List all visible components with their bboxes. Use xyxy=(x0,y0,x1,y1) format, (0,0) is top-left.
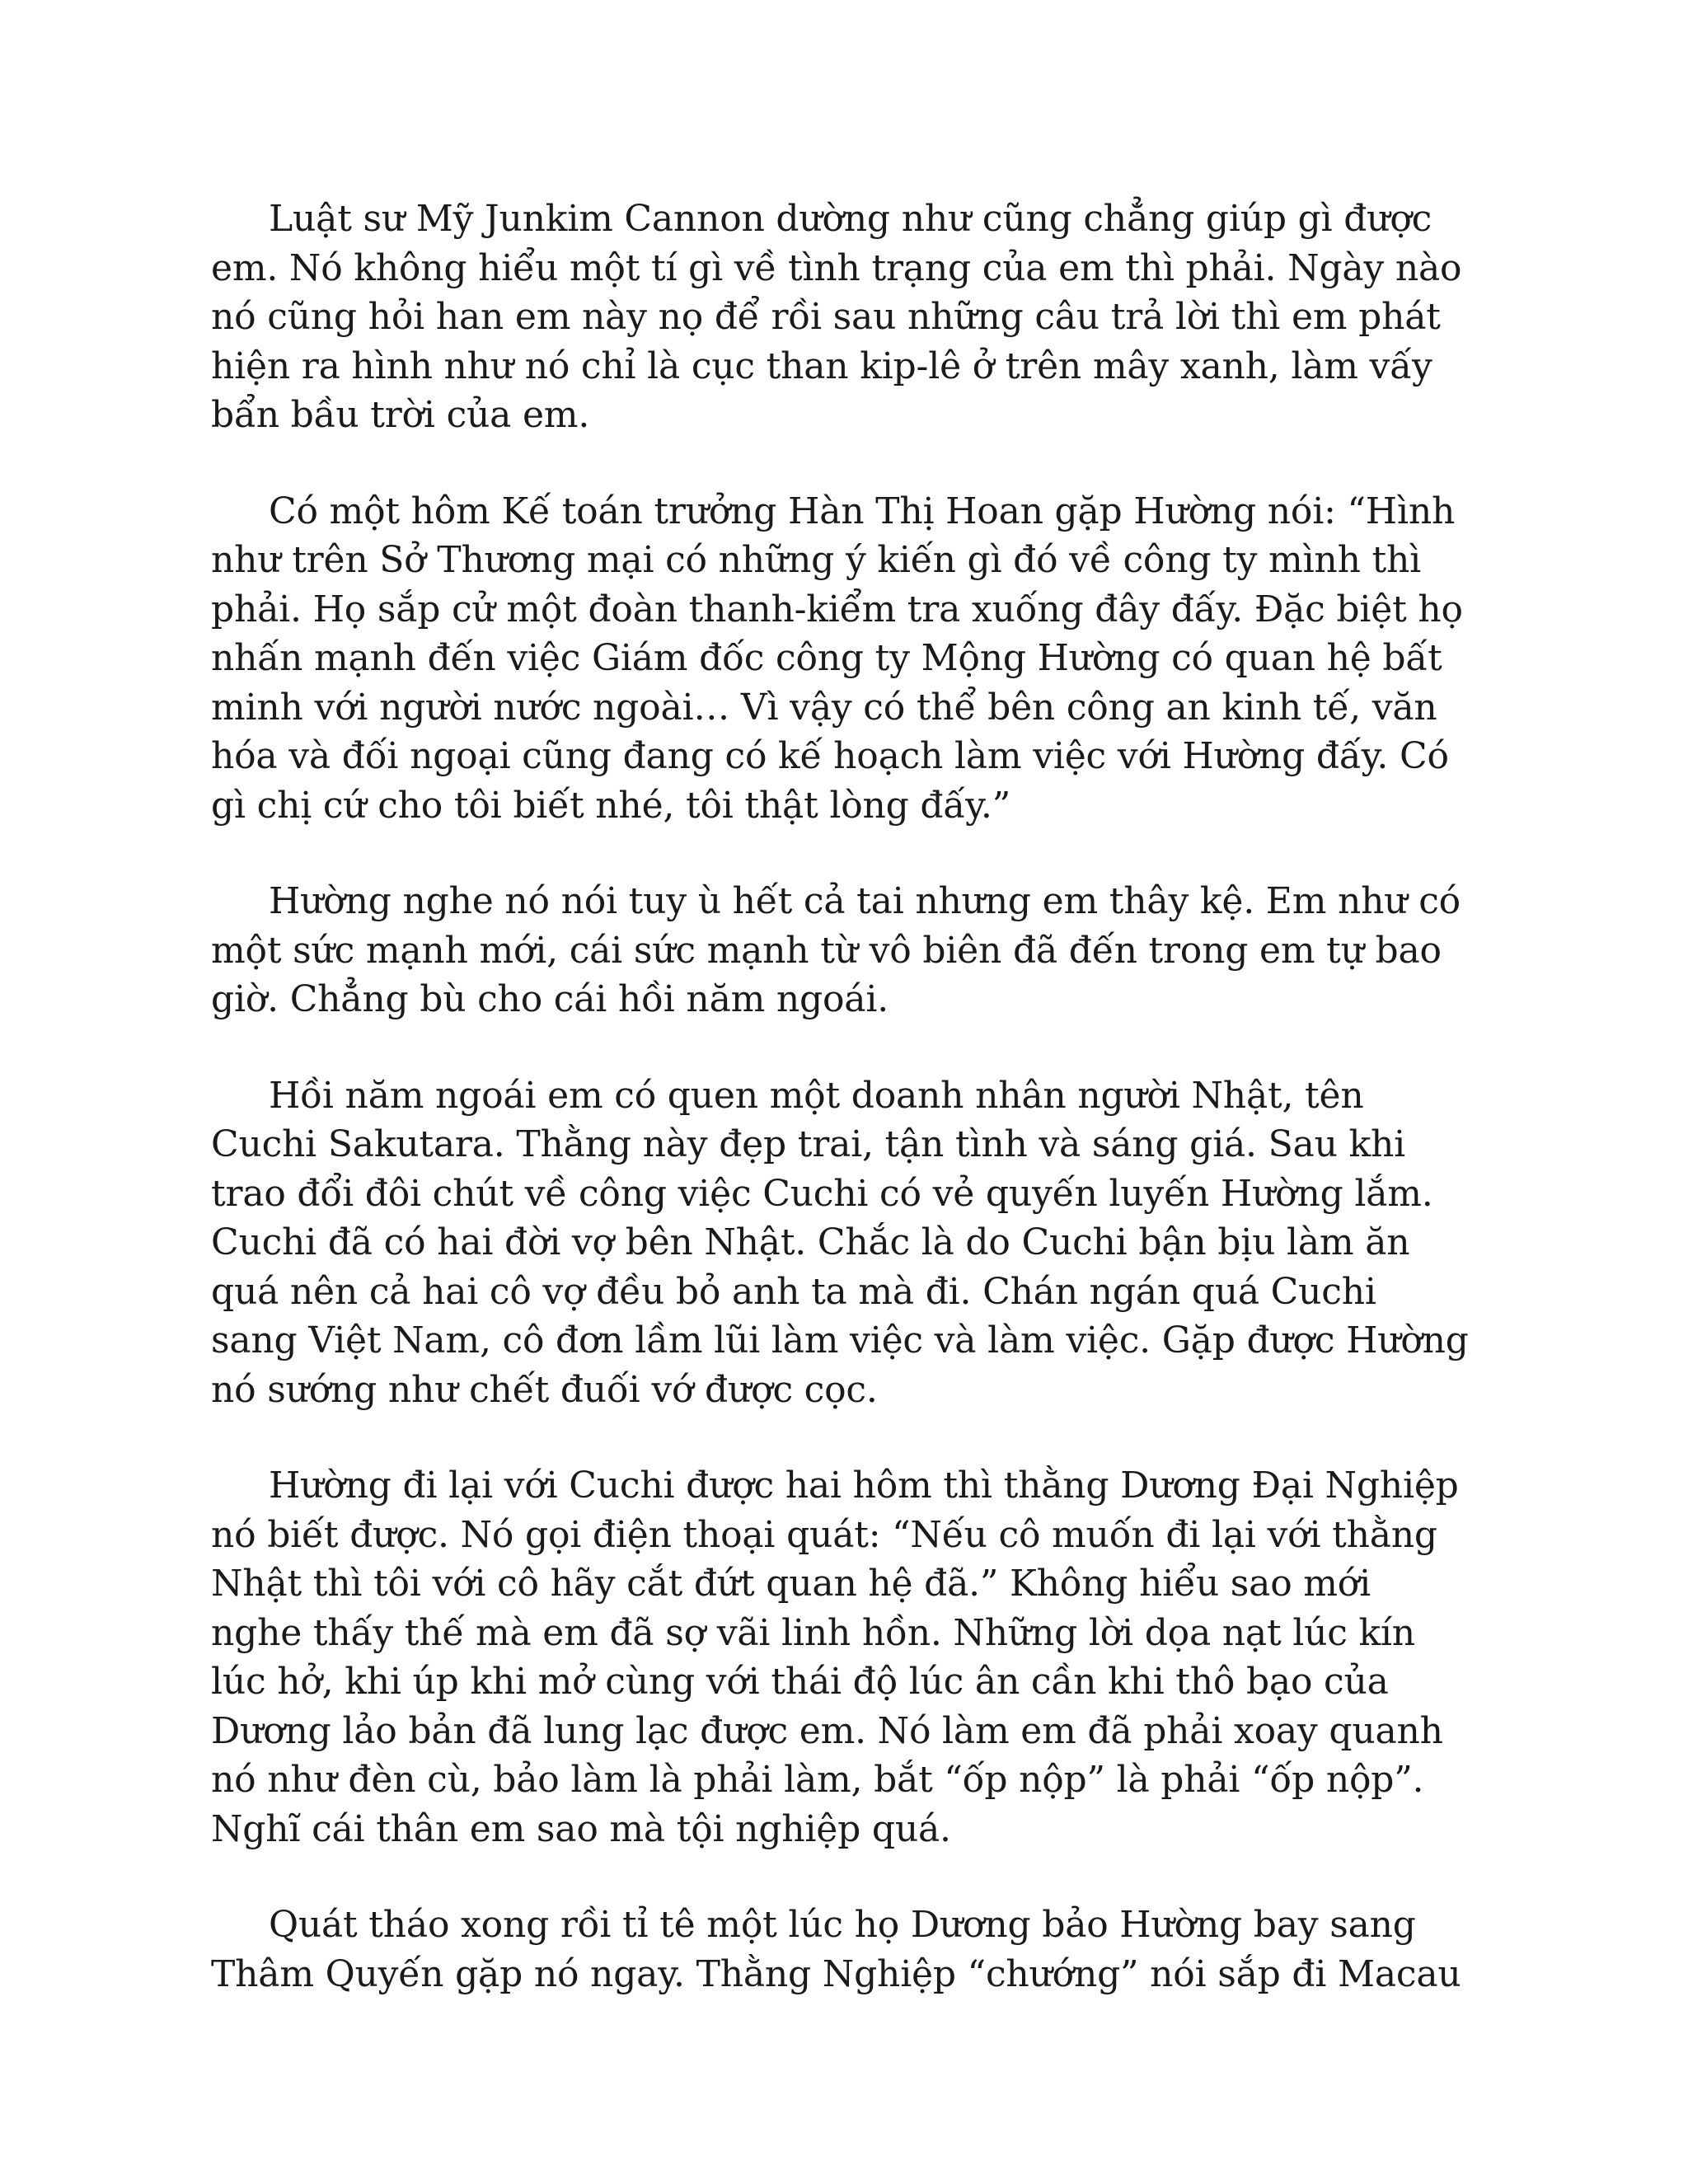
paragraph-4: Hồi năm ngoái em có quen một doanh nhân người Nhật, tên Cuchi Sakutara. Thằng này đẹp trai, tận tình và sáng giá. Sau khi trao đổi đôi chút về công việc Cuchi có vẻ quyến luyến Hường lắm. Cuchi đã có hai đời vợ bên Nhật. Chắc là do Cuchi bận bịu làm ăn quá nên cả hai cô vợ đều bỏ anh ta mà đi. Chán ngán quá Cuchi sang Việt Nam, cô đơn lầm lũi làm việc và làm việc. Gặp được Hường nó sướng như chết đuối vớ được cọc. xyxy=(211,1074,1469,1411)
document-body xyxy=(211,194,1472,1999)
paragraph-2: Có một hôm Kế toán trưởng Hàn Thị Hoan gặp Hường nói: “Hình như trên Sở Thương mại có những ý kiến gì đó về công ty mình thì phải. Họ sắp cử một đoàn thanh-kiểm tra xuống đây đấy. Đặc biệt họ nhấn mạnh đến việc Giám đốc công ty Mộng Hường có quan hệ bất minh với người nước ngoài… Vì vậy có thể bên công an kinh tế, văn hóa và đối ngoại cũng đang có kế hoạch làm việc với Hường đấy. Có gì chị cứ cho tôi biết nhé, tôi thật lòng đấy.” xyxy=(211,490,1463,827)
paragraph-5: Hường đi lại với Cuchi được hai hôm thì thằng Dương Đại Nghiệp nó biết được. Nó gọi điện thoại quát: “Nếu cô muốn đi lại với thằng Nhật thì tôi với cô hãy cắt đứt quan hệ đã.” Không hiểu sao mới nghe thấy thế mà em đã sợ vãi linh hồn. Những lời dọa nạt lúc kín lúc hở, khi úp khi mở cùng với thái độ lúc ân cần khi thô bạo của Dương lảo bản đã lung lạc được em. Nó làm em đã phải xoay quanh nó như đèn cù, bảo làm là phải làm, bắt “ốp nộp” là phải “ốp nộp”. Nghĩ cái thân em sao mà tội nghiệp quá. xyxy=(211,1465,1459,1850)
paragraph-6: Quát tháo xong rồi tỉ tê một lúc họ Dương bảo Hường bay sang Thâm Quyến gặp nó ngay. Thằng Nghiệp “chướng” nói sắp đi Macau xyxy=(211,1904,1461,1995)
paragraph-1: Luật sư Mỹ Junkim Cannon dường như cũng chẳng giúp gì được em. Nó không hiểu một tí gì về tình trạng của em thì phải. Ngày nào nó cũng hỏi han em này nọ để rồi sau những câu trả lời thì em phát hiện ra hình như nó chỉ là cục than kip-lê ở trên mây xanh, làm vấy bẩn bầu trời của em. xyxy=(211,198,1462,436)
paragraph-3: Hường nghe nó nói tuy ù hết cả tai nhưng em thây kệ. Em như có một sức mạnh mới, cái sức mạnh từ vô biên đã đến trong em tự bao giờ. Chẳng bù cho cái hồi năm ngoái. xyxy=(211,880,1461,1020)
